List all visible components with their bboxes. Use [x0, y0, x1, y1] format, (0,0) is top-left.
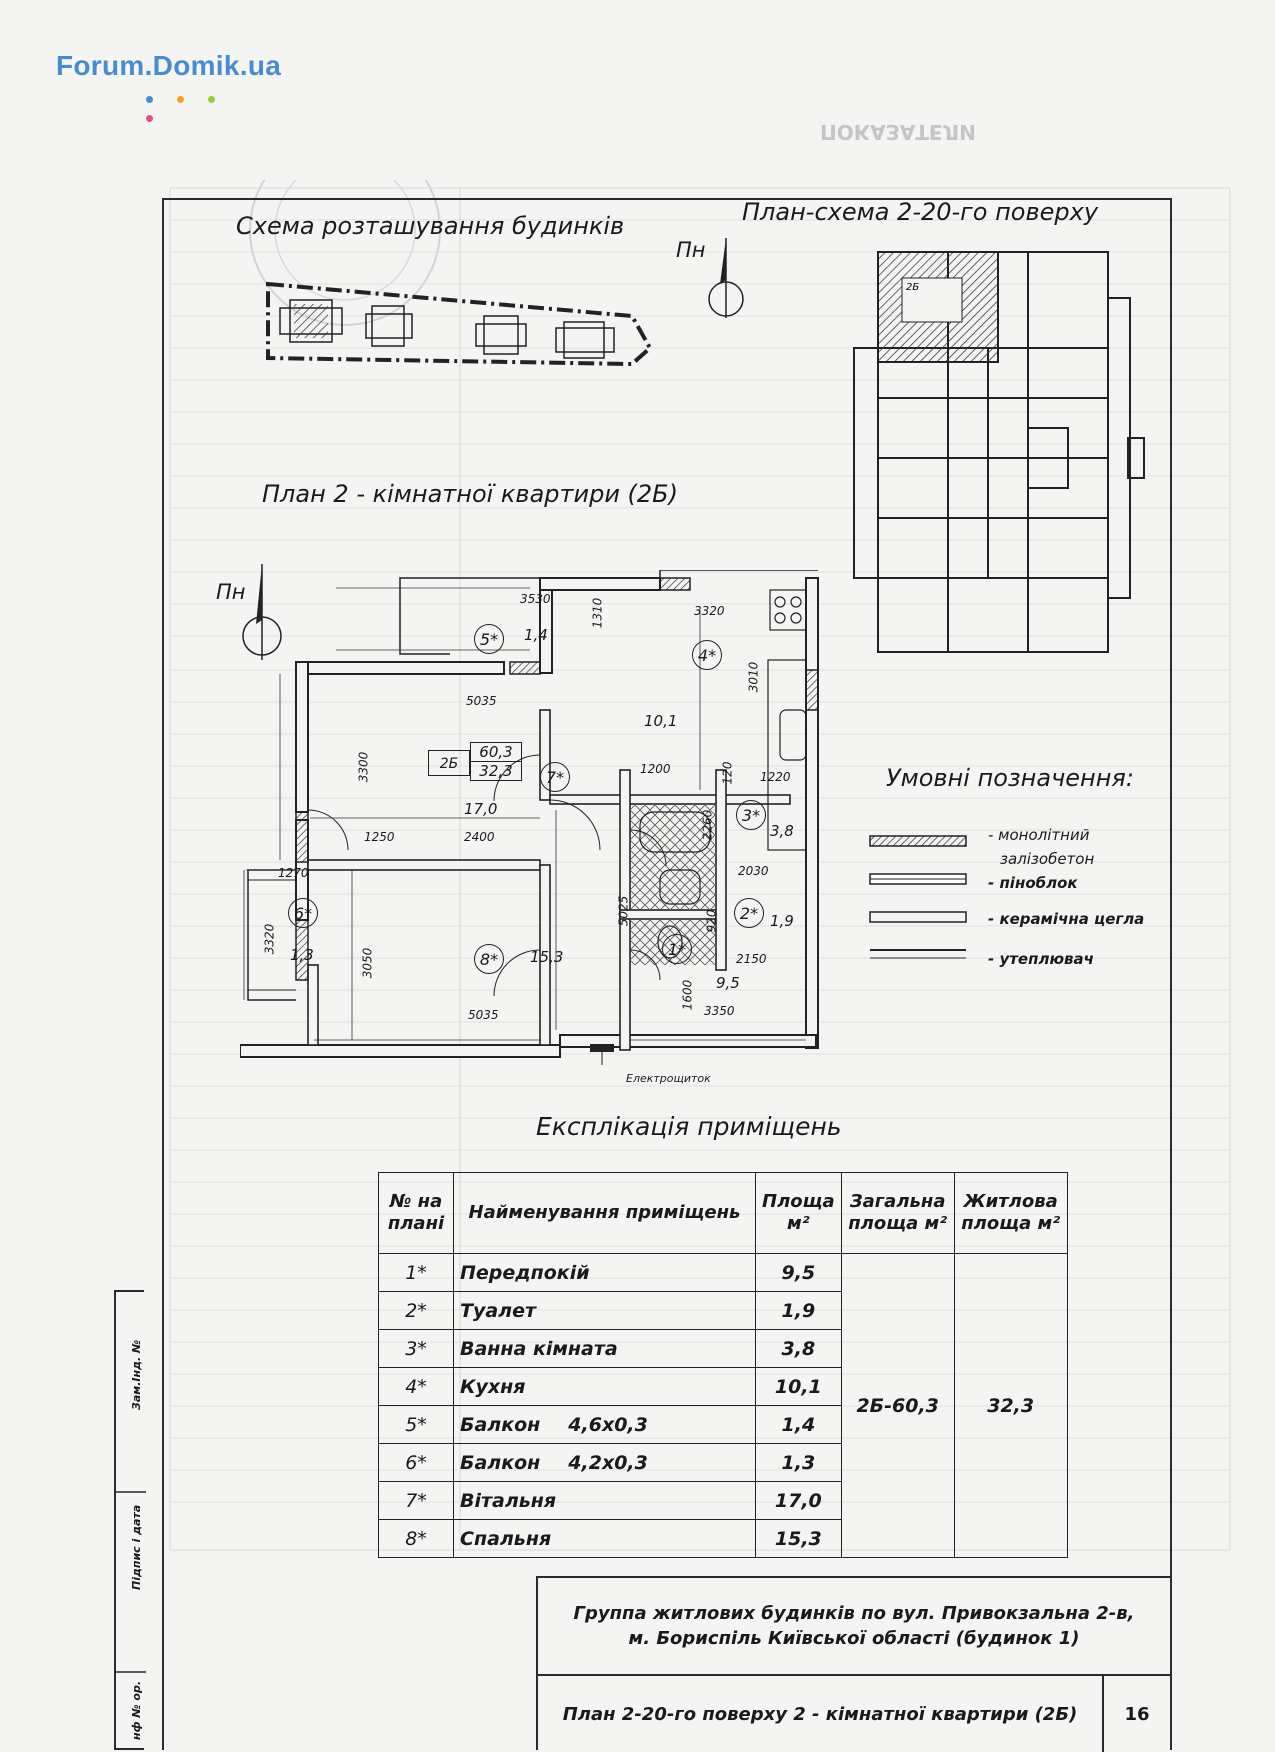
room-number-3: 3*	[736, 800, 766, 830]
row-num: 7*	[379, 1482, 454, 1520]
site-plan-title: Схема розташування будинків	[236, 212, 625, 240]
legend-title: Умовні позначення:	[886, 764, 1134, 792]
room-area-2: 1,9	[770, 912, 794, 930]
floor-plan-title: План-схема 2-20-го поверху	[742, 198, 1099, 226]
dimension-label: 5035	[468, 1008, 499, 1022]
unit-living-area: 32,3	[479, 762, 513, 780]
room-area-5: 1,4	[524, 626, 548, 644]
room-number-4: 4*	[692, 640, 722, 670]
row-dim: 4,2x0,3	[568, 1451, 648, 1474]
row-name	[454, 1292, 756, 1330]
ghost-heading: ПОКАЗАТЕЛИ	[820, 120, 976, 144]
row-area: 15,3	[756, 1520, 842, 1558]
row-area: 1,3	[756, 1444, 842, 1482]
row-area: 9,5	[756, 1254, 842, 1292]
row-name	[454, 1368, 756, 1406]
unit-code-box: 2Б	[428, 750, 470, 776]
north-arrow-icon	[696, 234, 766, 324]
dimension-label: 3050	[360, 947, 375, 979]
row-name	[454, 1482, 756, 1520]
row-num: 6*	[379, 1444, 454, 1482]
logo-dot	[146, 115, 153, 122]
header-num: № на плані	[379, 1173, 454, 1254]
living-area-cell: 32,3	[954, 1254, 1067, 1558]
logo-dot	[177, 96, 184, 103]
dimension-label: 2030	[738, 864, 769, 878]
meter-label: Електрощиток	[626, 1072, 711, 1085]
floor-plan-drawing	[848, 238, 1148, 688]
dimension-label: 3010	[746, 661, 761, 693]
header-area: Площа м²	[756, 1173, 842, 1254]
legend-label-concrete: - монолітний	[988, 826, 1090, 844]
row-name-text: Кухня	[460, 1375, 526, 1398]
row-num: 3*	[379, 1330, 454, 1368]
row-name	[454, 1520, 756, 1558]
row-area: 1,9	[756, 1292, 842, 1330]
dimension-label: 3320	[694, 604, 725, 618]
room-area-6: 1,3	[290, 946, 314, 964]
legend-label-concrete-2: залізобетон	[1000, 850, 1095, 868]
stamp-label-signature-date: Підпис і дата	[130, 1504, 143, 1590]
site-north-label: Пн	[676, 238, 706, 262]
dimension-label: 3350	[704, 1004, 735, 1018]
room-number-2: 2*	[734, 898, 764, 928]
row-name-text: Ванна кімната	[460, 1337, 618, 1360]
dimension-label: 920	[704, 909, 719, 933]
stamp-label-inventory-original: нф № ор.	[130, 1680, 143, 1740]
legend-label-insulation: - утеплювач	[988, 950, 1094, 968]
dimension-label: 3530	[520, 592, 551, 606]
row-name-text: Вітальня	[460, 1489, 557, 1512]
row-dim: 4,6x0,3	[568, 1413, 648, 1436]
logo-dot	[208, 96, 215, 103]
floor-plan-unit-tag: 2Б	[906, 282, 920, 293]
site-plan-drawing	[262, 270, 662, 380]
room-number-5: 5*	[474, 624, 504, 654]
title-block-drawing-row	[538, 1676, 1170, 1752]
row-area: 10,1	[756, 1368, 842, 1406]
logo-dot	[146, 96, 153, 103]
row-name-text: Спальня	[460, 1527, 552, 1550]
unit-total-area: 60,3	[471, 743, 521, 762]
row-name-text: Балкон	[460, 1451, 541, 1474]
row-name-text: Туалет	[460, 1299, 536, 1322]
legend-swatches	[866, 830, 976, 970]
legend-label-foam-block: - піноблок	[988, 874, 1078, 892]
room-number-8: 8*	[474, 944, 504, 974]
title-block	[536, 1576, 1172, 1750]
dimension-label: 2150	[736, 952, 767, 966]
explication-title: Експлікація приміщень	[536, 1112, 842, 1141]
row-area: 1,4	[756, 1406, 842, 1444]
site-watermark-logo: Forum.Domik.ua	[56, 50, 282, 81]
table-row	[379, 1254, 1068, 1292]
drawing-name: План 2-20-го поверху 2 - кімнатної квартири (2Б)	[562, 1703, 1078, 1725]
dimension-label: 3300	[356, 751, 371, 783]
title-block-project	[538, 1578, 1170, 1676]
dimension-label: 5025	[616, 895, 631, 927]
header-name: Найменування приміщень	[454, 1173, 756, 1254]
row-name	[454, 1254, 756, 1292]
apartment-plan-title: План 2 - кімнатної квартири (2Б)	[262, 480, 679, 508]
sheet-number: 16	[1102, 1676, 1170, 1752]
row-area: 17,0	[756, 1482, 842, 1520]
dimension-label: 1310	[590, 597, 605, 629]
dimension-label: 2400	[464, 830, 495, 844]
dimension-label: 120	[720, 761, 735, 785]
project-line-1: Группа житлових будинків по вул. Привокзальна 2-в,	[573, 1602, 1135, 1624]
row-num: 8*	[379, 1520, 454, 1558]
dimension-label: 1220	[760, 770, 791, 784]
stamp-label-inventory-replace: Зам.Інд. №	[130, 1339, 143, 1410]
dimension-label: 1600	[680, 979, 695, 1011]
dimension-label: 1270	[278, 866, 309, 880]
table-header-row	[379, 1173, 1068, 1254]
legend-label-ceramic-brick: - керамічна цегла	[988, 910, 1145, 928]
logo-dots	[146, 88, 266, 98]
room-area-7: 17,0	[464, 800, 498, 818]
row-name-text: Передпокій	[460, 1261, 590, 1284]
row-name	[454, 1330, 756, 1368]
row-num: 1*	[379, 1254, 454, 1292]
dimension-label: 5035	[466, 694, 497, 708]
row-num: 2*	[379, 1292, 454, 1330]
project-line-2: м. Бориспіль Київської області (будинок 1)	[628, 1628, 1080, 1649]
dimension-label: 3320	[262, 923, 277, 955]
room-number-1: 1*	[662, 934, 692, 964]
room-area-4: 10,1	[644, 712, 678, 730]
unit-area-box	[470, 742, 522, 781]
row-num: 4*	[379, 1368, 454, 1406]
row-name-text: Балкон	[460, 1413, 541, 1436]
room-number-6: 6*	[288, 898, 318, 928]
apartment-north-label: Пн	[216, 580, 246, 604]
header-living: Житлова площа м²	[954, 1173, 1067, 1254]
explication-table	[378, 1172, 1068, 1558]
room-area-3: 3,8	[770, 822, 794, 840]
dimension-label: 1200	[640, 762, 671, 776]
dimension-label: 1250	[364, 830, 395, 844]
row-num: 5*	[379, 1406, 454, 1444]
row-name	[454, 1406, 756, 1444]
room-number-7: 7*	[540, 762, 570, 792]
header-total: Загальна площа м²	[841, 1173, 954, 1254]
dimension-label: 2260	[700, 809, 715, 841]
row-name	[454, 1444, 756, 1482]
room-area-8: 15,3	[530, 948, 564, 966]
total-area-cell: 2Б-60,3	[841, 1254, 954, 1558]
row-area: 3,8	[756, 1330, 842, 1368]
room-area-1: 9,5	[716, 974, 740, 992]
